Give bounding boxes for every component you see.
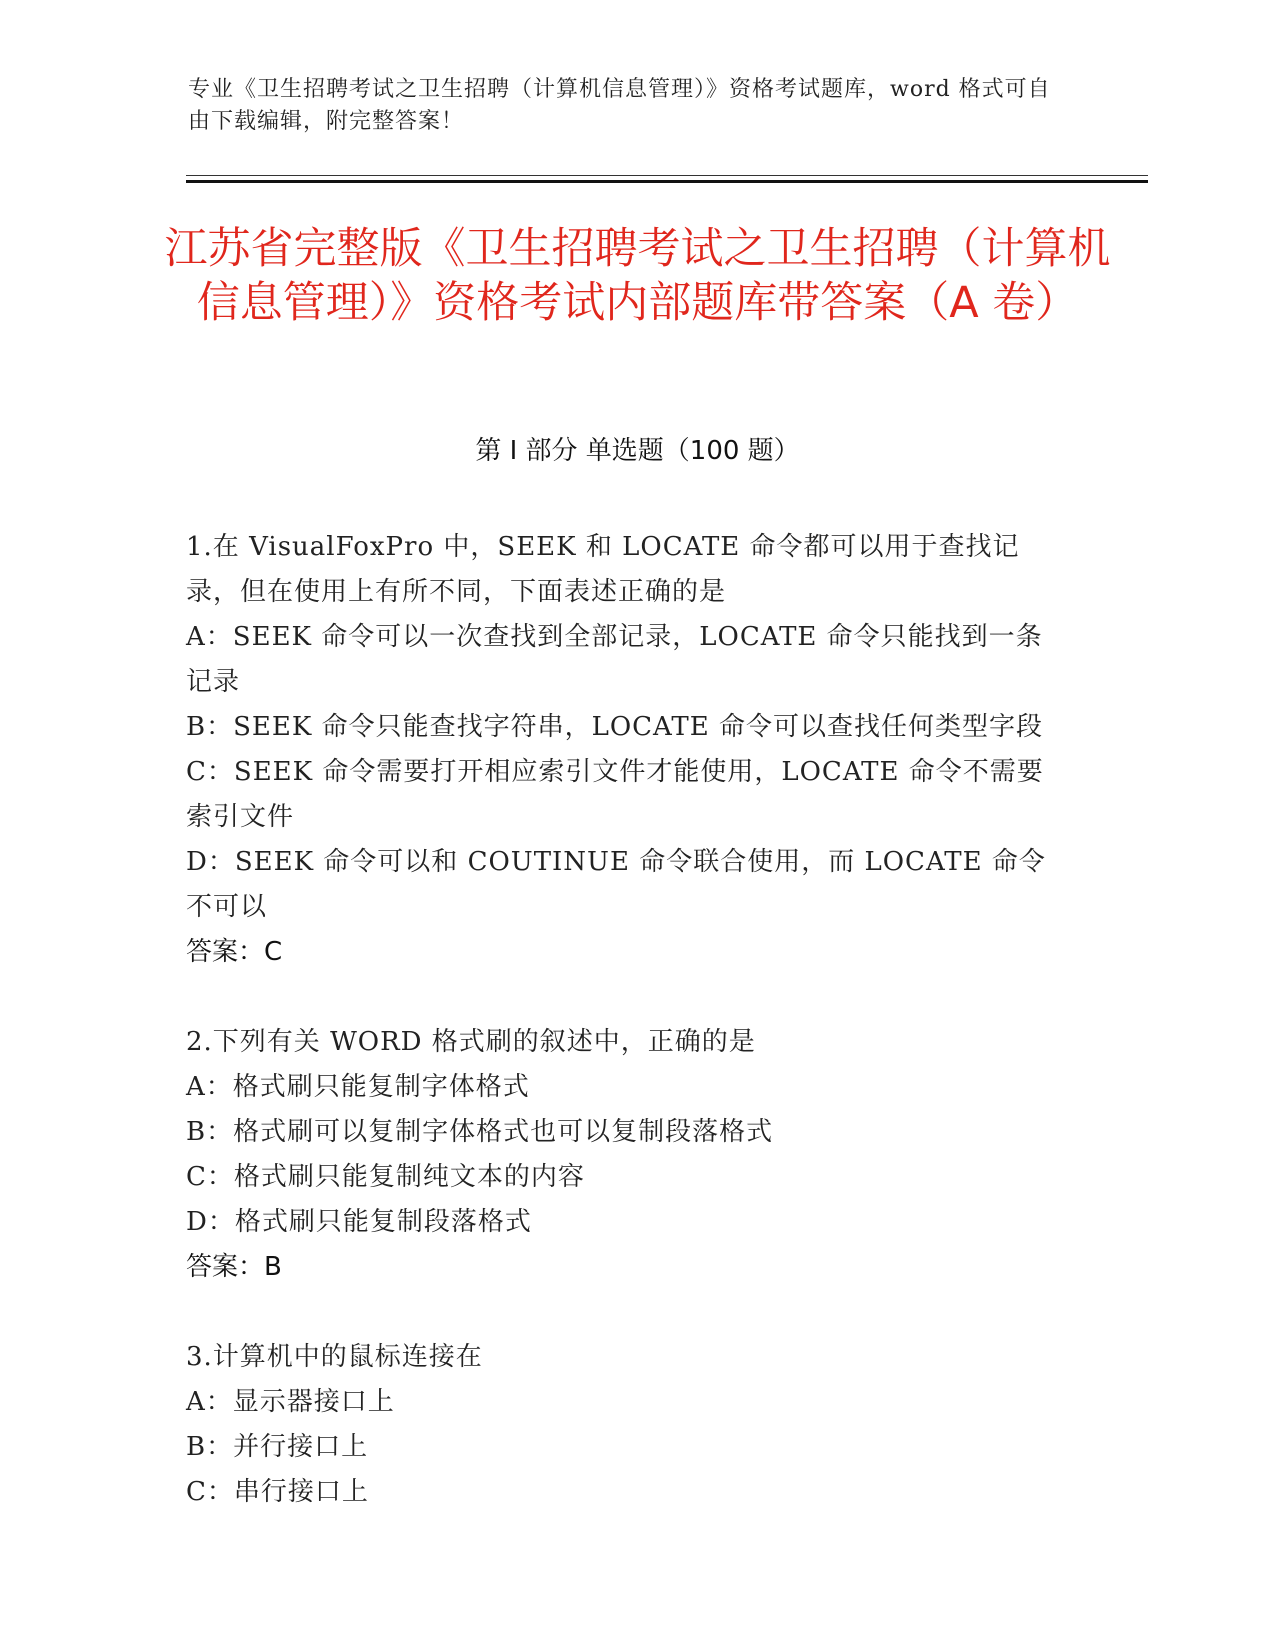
question-1 <box>186 525 1066 975</box>
question-stem: 2.下列有关 WORD 格式刷的叙述中，正确的是 <box>186 1027 756 1057</box>
header-rule-thin <box>186 175 1148 176</box>
header-rule-thick <box>186 180 1148 183</box>
option-d: D：格式刷只能复制段落格式 <box>186 1207 532 1237</box>
question-2 <box>186 1020 1066 1290</box>
section-heading: 第 I 部分 单选题（100 题） <box>475 436 800 466</box>
option-b: B：并行接口上 <box>186 1432 369 1462</box>
option-a: A：格式刷只能复制字体格式 <box>186 1072 530 1102</box>
option-a: A：SEEK 命令可以一次查找到全部记录，LOCATE 命令只能找到一条记录 <box>186 622 1043 697</box>
option-c: C：串行接口上 <box>186 1477 369 1507</box>
document-title: 江苏省完整版《卫生招聘考试之卫生招聘（计算机信息管理）》资格考试内部题库带答案（A 卷） <box>164 224 1111 328</box>
answer: 答案：C <box>186 937 283 967</box>
question-stem: 3.计算机中的鼠标连接在 <box>186 1342 483 1372</box>
option-c: C：格式刷只能复制纯文本的内容 <box>186 1162 585 1192</box>
question-stem: 1.在 VisualFoxPro 中，SEEK 和 LOCATE 命令都可以用于查找记录，但在使用上有所不同，下面表述正确的是 <box>186 532 1020 607</box>
answer: 答案：B <box>186 1252 282 1282</box>
question-list <box>186 525 1066 1515</box>
option-d: D：SEEK 命令可以和 COUTINUE 命令联合使用，而 LOCATE 命令不可以 <box>186 847 1046 922</box>
option-b: B：格式刷可以复制字体格式也可以复制段落格式 <box>186 1117 774 1147</box>
header-note: 专业《卫生招聘考试之卫生招聘（计算机信息管理）》资格考试题库，word 格式可自由下载编辑，附完整答案！ <box>188 77 1051 134</box>
option-c: C：SEEK 命令需要打开相应索引文件才能使用，LOCATE 命令不需要索引文件 <box>186 757 1044 832</box>
question-3 <box>186 1335 1066 1515</box>
option-b: B：SEEK 命令只能查找字符串，LOCATE 命令可以查找任何类型字段 <box>186 712 1043 742</box>
option-a: A：显示器接口上 <box>186 1387 395 1417</box>
